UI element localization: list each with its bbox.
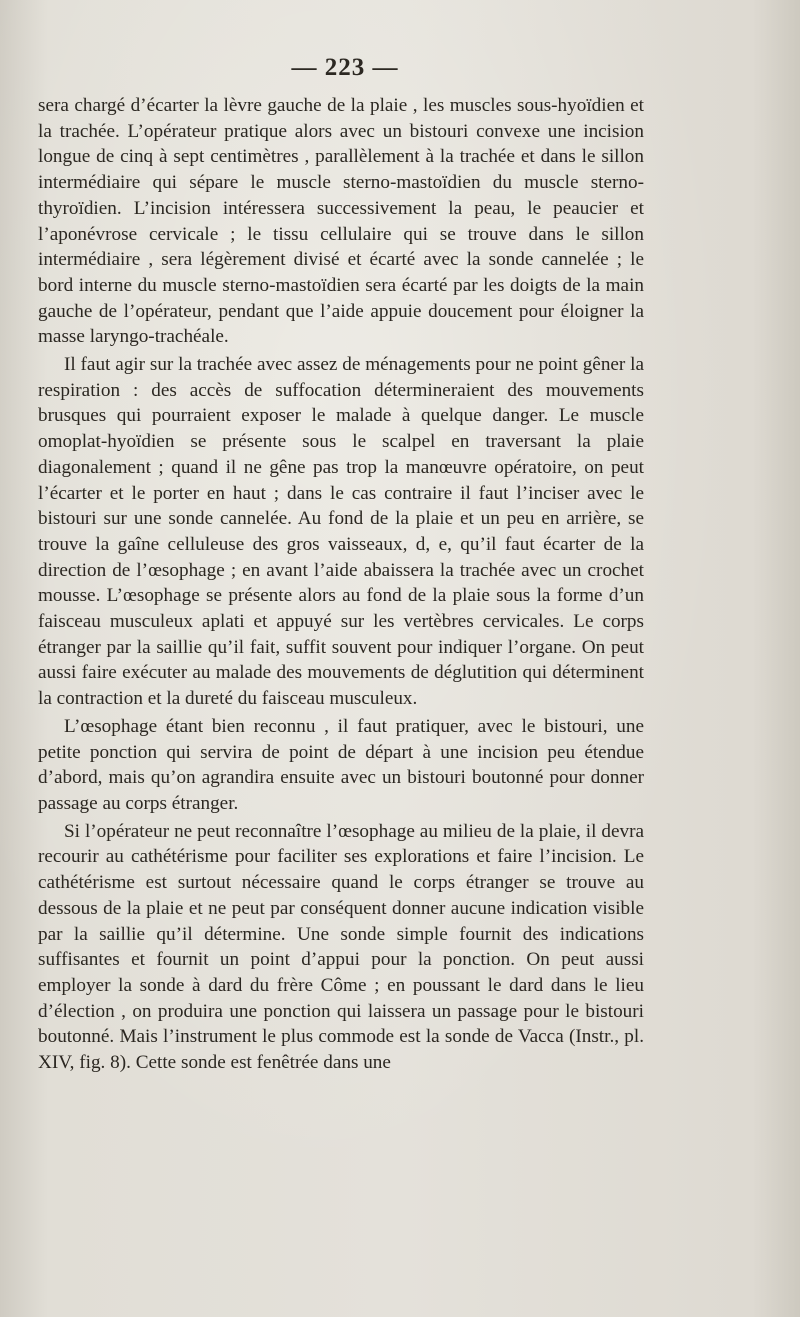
page-body — [38, 93, 644, 1076]
paragraph-2: Il faut agir sur la trachée avec assez de ménagements pour ne point gêner la respiration : des accès de suffocation détermineraient des mouvements brusques qui pourraient exposer le malade à quelque danger. Le muscle omoplat-hyoïdien se présente sous le scalpel en traversant la plaie diagonalement ; quand il ne gêne pas trop la manœuvre opératoire, on peut l’écarter et le porter en haut ; dans le cas contraire il faut l’inciser avec le bistouri sur une sonde cannelée. Au fond de la plaie et un peu en arrière, se trouve la gaîne celluleuse des gros vaisseaux, d, e, qu’il faut écarter de la direction de l’œsophage ; en avant l’aide abaissera la trachée avec un crochet mousse. L’œsophage se présente alors au fond de la plaie sous la forme d’un faisceau musculeux aplati et appuyé sur les vertèbres cervicales. Le corps étranger par la saillie qu’il fait, suffit souvent pour indiquer l’organe. On peut aussi faire exécuter au malade des mouvements de déglutition qui déterminent la contraction et la dureté du faisceau musculeux. — [38, 354, 644, 710]
paragraph-1: sera chargé d’écarter la lèvre gauche de la plaie , les muscles sous-hyoïdien et la trachée. L’opérateur pratique alors avec un bistouri convexe une incision longue de cinq à sept centimètres , parallèlement à la trachée et dans le sillon intermédiaire qui sépare le muscle sterno-mastoïdien du muscle sterno-thyroïdien. L’incision intéressera successivement la peau, le peaucier et l’aponévrose cervicale ; le tissu cellulaire qui se trouve dans le sillon intermédiaire , sera légèrement divisé et écarté avec la sonde cannelée ; le bord interne du muscle sterno-mastoïdien sera écarté par les doigts de la main gauche de l’opérateur, pendant que l’aide appuie doucement pour éloigner la masse laryngo-trachéale. — [38, 95, 644, 348]
page-number: — 223 — — [291, 54, 399, 81]
paragraph-4: Si l’opérateur ne peut reconnaître l’œsophage au milieu de la plaie, il devra recourir au cathétérisme pour faciliter ses explorations et faire l’incision. Le cathétérisme est surtout nécessaire quand le corps étranger se trouve au dessous de la plaie et ne peut par conséquent donner aucune indication visible par la saillie qu’il détermine. Une sonde simple fournit des indications suffisantes et fournit un point d’appui pour la ponction. On peut aussi employer la sonde à dard du frère Côme ; en poussant le dard dans le lieu d’élection , on produira une ponction qui laissera un passage pour le bistouri boutonné. Mais l’instrument le plus commode est la sonde de Vacca (Instr., pl. XIV, fig. 8). Cette sonde est fenêtrée dans une — [38, 820, 644, 1074]
paragraph-3: L’œsophage étant bien reconnu , il faut pratiquer, avec le bistouri, une petite ponction qui servira de point de départ à une incision peu étendue d’abord, mais qu’on agrandira ensuite avec un bistouri boutonné pour donner passage au corps étranger. — [38, 715, 644, 814]
